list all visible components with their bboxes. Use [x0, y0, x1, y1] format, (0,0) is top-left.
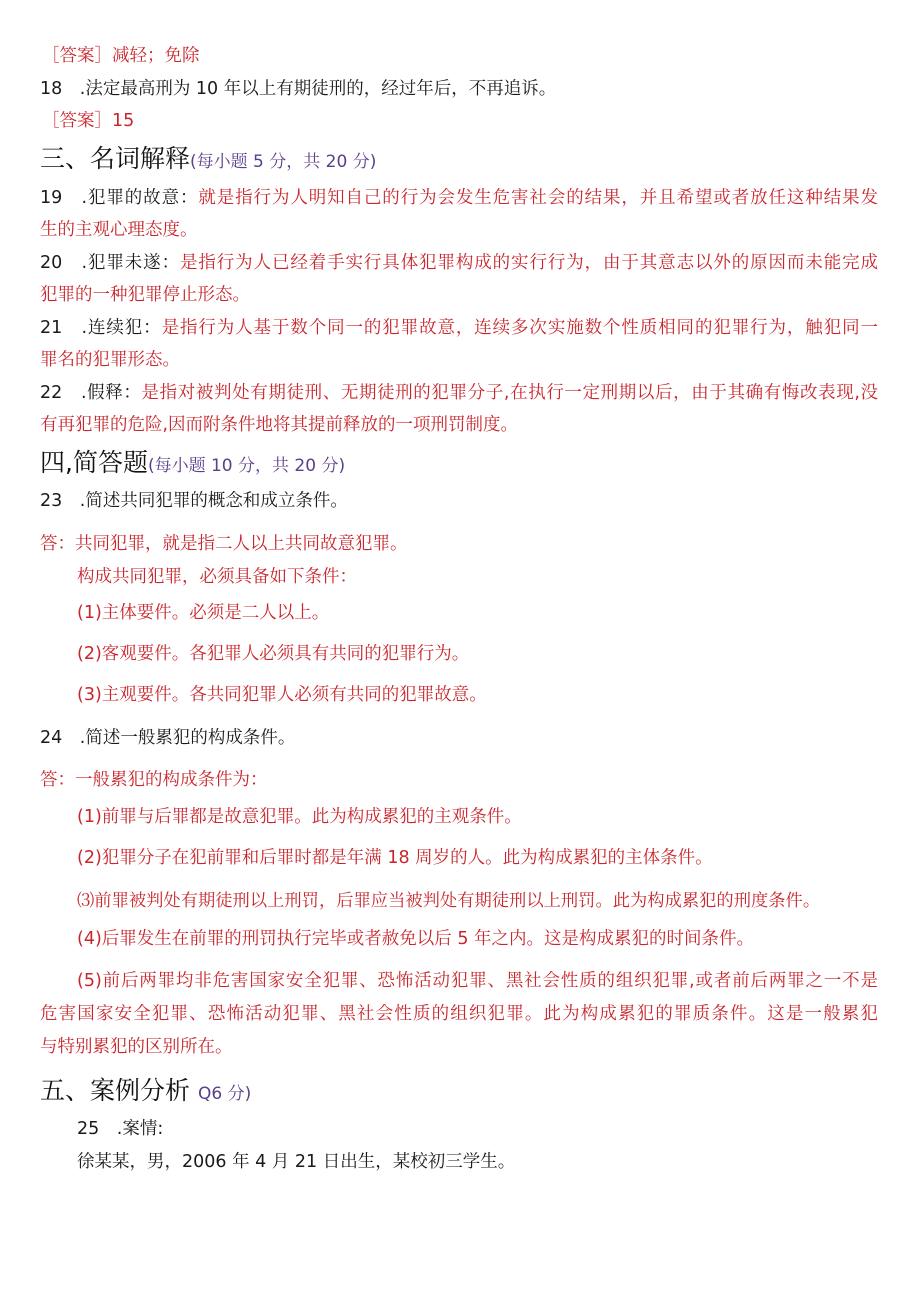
answer-24-line1: 答：一般累犯的构成条件为：	[40, 770, 268, 790]
answer-24-line6c: 与特别累犯的区别所在。	[40, 1037, 233, 1057]
answer-23-line2: 构成共同犯罪，必须具备如下条件：	[77, 567, 357, 587]
answer-17: ［答案］减轻；免除	[42, 46, 200, 66]
section-subtitle: Q6 分)	[197, 1084, 252, 1104]
section-title: 四,简答题	[40, 448, 148, 477]
answer-24-line6a: (5)前后两罪均非危害国家安全犯罪、恐怖活动犯罪、黑社会性质的组织犯罪,或者前后两罪之一不是	[77, 971, 878, 991]
term-definition: 就是指行为人明知自己的行为会发生危害社会的结果，并且希望或者放任这种结果发	[198, 188, 878, 208]
term-label: 20 .犯罪未遂：	[40, 253, 180, 273]
question-18: 18 .法定最高刑为 10 年以上有期徒刑的，经过年后，不再追诉。	[40, 79, 557, 99]
section-heading-5	[40, 1076, 251, 1109]
answer-23-line4: (2)客观要件。各犯罪人必须具有共同的犯罪行为。	[77, 644, 470, 664]
question-19	[40, 187, 878, 209]
section-heading-3	[40, 144, 376, 177]
case-text: 徐某某，男，2006 年 4 月 21 日出生，某校初三学生。	[77, 1152, 516, 1172]
answer-23-line5: (3)主观要件。各共同犯罪人必须有共同的犯罪故意。	[77, 685, 487, 705]
section-subtitle: (每小题 10 分，共 20 分)	[147, 456, 346, 476]
question-21-cont: 罪名的犯罪形态。	[40, 350, 180, 370]
term-definition: 是指对被判处有期徒刑、无期徒刑的犯罪分子,在执行一定刑期以后，由于其确有悔改表现,没	[141, 383, 878, 403]
section-title: 三、名词解释	[40, 144, 191, 173]
answer-24-line3: (2)犯罪分子在犯前罪和后罪时都是年满 18 周岁的人。此为构成累犯的主体条件。	[77, 848, 713, 868]
question-19-cont: 生的主观心理态度。	[40, 220, 198, 240]
term-definition: 是指行为人基于数个同一的犯罪故意，连续多次实施数个性质相同的犯罪行为，触犯同一	[161, 318, 878, 338]
answer-24-line4: ⑶前罪被判处有期徒刑以上刑罚，后罪应当被判处有期徒刑以上刑罚。此为构成累犯的刑度条件。	[77, 891, 821, 911]
answer-24-line5: (4)后罪发生在前罪的刑罚执行完毕或者赦免以后 5 年之内。这是构成累犯的时间条件。	[77, 929, 755, 949]
term-label: 22 .假释：	[40, 383, 142, 403]
question-22	[40, 382, 878, 404]
section-subtitle: (每小题 5 分，共 20 分)	[190, 152, 377, 172]
question-20-cont: 犯罪的一种犯罪停止形态。	[40, 285, 250, 305]
answer-18: ［答案］15	[42, 111, 135, 131]
term-label: 19 .犯罪的故意：	[40, 188, 199, 208]
question-20	[40, 252, 878, 274]
question-21	[40, 317, 878, 339]
section-heading-4	[40, 448, 345, 481]
answer-24-line6b: 危害国家安全犯罪、恐怖活动犯罪、黑社会性质的组织犯罪。此为构成累犯的罪质条件。这是一般累犯	[40, 1004, 878, 1024]
term-definition: 是指行为人已经着手实行具体犯罪构成的实行行为，由于其意志以外的原因而未能完成	[179, 253, 878, 273]
question-24: 24 .简述一般累犯的构成条件。	[40, 728, 296, 748]
answer-24-line2: (1)前罪与后罪都是故意犯罪。此为构成累犯的主观条件。	[77, 807, 522, 827]
term-label: 21 .连续犯：	[40, 318, 162, 338]
answer-23-line3: (1)主体要件。必须是二人以上。	[77, 603, 330, 623]
question-23: 23 .简述共同犯罪的概念和成立条件。	[40, 491, 348, 511]
section-title: 五、案例分析	[40, 1076, 191, 1105]
question-25: 25 .案情:	[77, 1119, 164, 1139]
answer-23-line1: 答：共同犯罪，就是指二人以上共同故意犯罪。	[40, 534, 408, 554]
question-22-cont: 有再犯罪的危险,因而附条件地将其提前释放的一项刑罚制度。	[40, 415, 519, 435]
